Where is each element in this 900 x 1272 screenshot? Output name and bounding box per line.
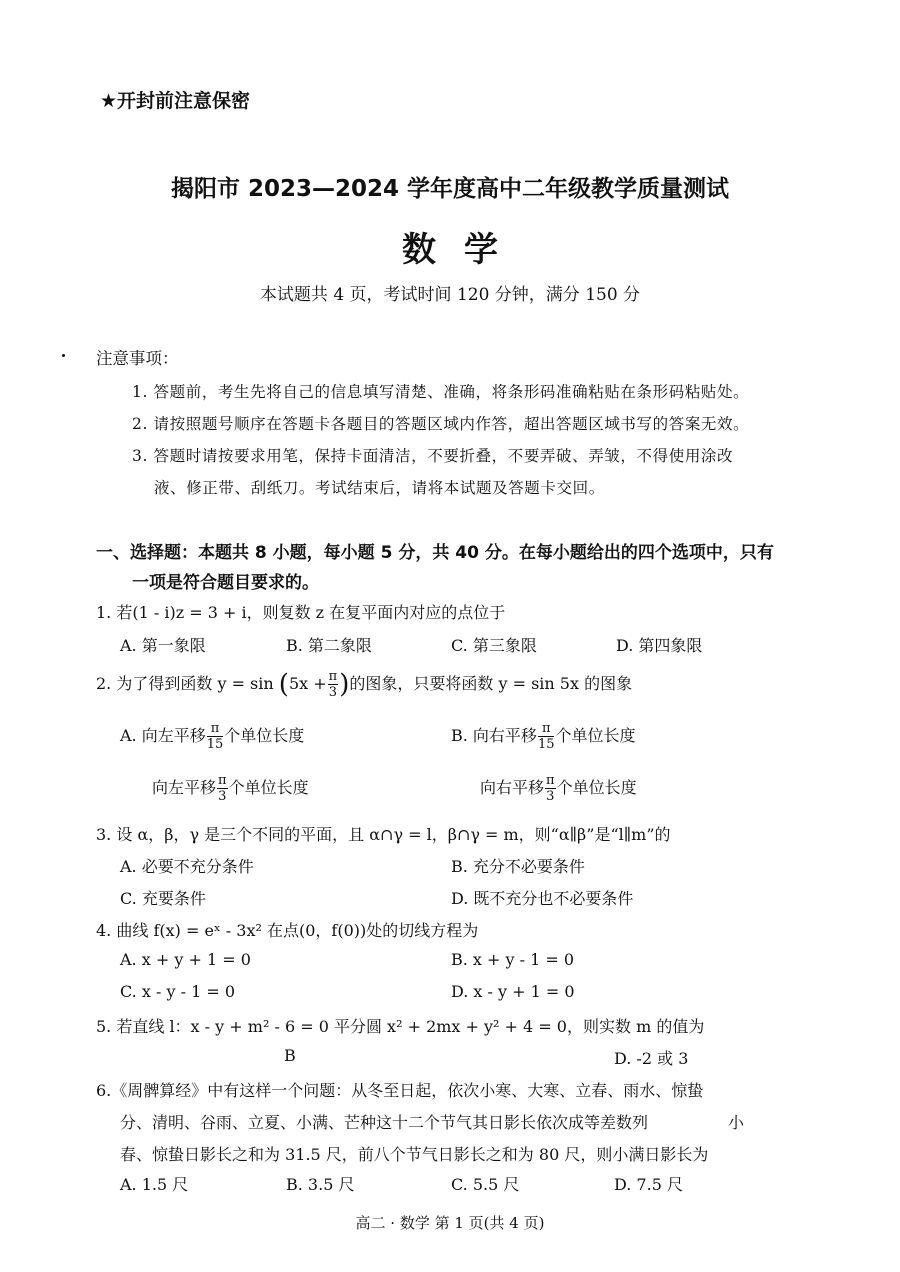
q4-option-d: D. x - y + 1 = 0 bbox=[451, 982, 575, 1001]
q2-option-b: B. 向右平移 $\frac{\pi}{15}$ 个单位长度 bbox=[451, 721, 636, 752]
notice-heading: 注意事项： bbox=[96, 349, 179, 368]
confidential-label: ★开封前注意保密 bbox=[100, 90, 251, 112]
q4-option-c: C. x - y - 1 = 0 bbox=[120, 982, 235, 1001]
q3-option-a: A. 必要不充分条件 bbox=[120, 857, 254, 876]
page-footer: 高二 · 数学 第 1 页(共 4 页) bbox=[355, 1214, 545, 1232]
section-heading-cont: 一项是符合题目要求的。 bbox=[132, 573, 319, 593]
notice-item-3-cont: 液、修正带、刮纸刀。考试结束后，请将本试题及答题卡交回。 bbox=[154, 479, 605, 497]
scan-speck bbox=[62, 354, 65, 357]
q3-option-c: C. 充要条件 bbox=[120, 889, 206, 908]
notice-item-3: 3. 答题时请按要求用笔，保持卡面清洁，不要折叠，不要弄破、弄皱，不得使用涂改 bbox=[132, 447, 734, 465]
q4-option-b: B. x + y - 1 = 0 bbox=[451, 950, 575, 969]
q2-option-d: 向右平移 $\frac{\pi}{3}$ 个单位长度 bbox=[480, 773, 637, 804]
question-4-stem: 4. 曲线 f(x) = eˣ - 3x² 在点(0，f(0))处的切线方程为 bbox=[96, 921, 479, 940]
section-heading: 一、选择题：本题共 8 小题，每小题 5 分，共 40 分。在每小题给出的四个选项中，只有 bbox=[96, 543, 774, 563]
q2-stem-fraction: $\frac{\pi}{3}$ bbox=[328, 669, 338, 700]
question-6-line-2-tail: 小 bbox=[728, 1113, 745, 1132]
q5-option-d: D. -2 或 3 bbox=[614, 1049, 689, 1068]
question-6-line-1: 6.《周髀算经》中有这样一个问题：从冬至日起，依次小寒、大寒、立春、雨水、惊蛰 bbox=[96, 1081, 704, 1100]
notice-item-1: 1. 答题前，考生先将自己的信息填写清楚、准确，将条形码准确粘贴在条形码粘贴处。 bbox=[132, 383, 750, 401]
q5-option-b: B bbox=[284, 1046, 296, 1065]
q6-option-a: A. 1.5 尺 bbox=[120, 1175, 189, 1194]
q1-option-b: B. 第二象限 bbox=[286, 636, 372, 655]
question-2-stem: 2. 为了得到函数 y = sin (5x + $\frac{\pi}{3}$ )的图象，只要将函数 y = sin 5x 的图象 bbox=[96, 669, 633, 700]
question-5-stem: 5. 若直线 l：x - y + m² - 6 = 0 平分圆 x² + 2mx + y² + 4 = 0，则实数 m 的值为 bbox=[96, 1017, 705, 1036]
notice-item-2: 2. 请按照题号顺序在答题卡各题目的答题区域内作答，超出答题区域书写的答案无效。 bbox=[132, 415, 750, 433]
q1-option-a: A. 第一象限 bbox=[120, 636, 206, 655]
q1-option-d: D. 第四象限 bbox=[616, 636, 703, 655]
q4-option-a: A. x + y + 1 = 0 bbox=[120, 950, 251, 969]
question-6-line-2: 分、清明、谷雨、立夏、小满、芒种这十二个节气其日影长依次成等差数列 bbox=[120, 1113, 649, 1132]
q3-option-d: D. 既不充分也不必要条件 bbox=[451, 889, 634, 908]
q6-option-b: B. 3.5 尺 bbox=[286, 1175, 355, 1194]
q6-option-d: D. 7.5 尺 bbox=[614, 1175, 683, 1194]
q6-option-c: C. 5.5 尺 bbox=[451, 1175, 520, 1194]
question-6-line-3: 春、惊蛰日影长之和为 31.5 尺，前八个节气日影长之和为 80 尺，则小满日影长为 bbox=[120, 1145, 709, 1164]
question-1-stem: 1. 若(1 - i)z = 3 + i，则复数 z 在复平面内对应的点位于 bbox=[96, 603, 506, 622]
question-3-stem: 3. 设 α，β，γ 是三个不同的平面，且 α∩γ = l，β∩γ = m，则“α∥β”是“l∥m”的 bbox=[96, 825, 671, 844]
q1-option-c: C. 第三象限 bbox=[451, 636, 537, 655]
exam-title: 揭阳市 2023—2024 学年度高中二年级教学质量测试 bbox=[170, 176, 730, 202]
exam-info: 本试题共 4 页，考试时间 120 分钟，满分 150 分 bbox=[259, 285, 641, 305]
q3-option-b: B. 充分不必要条件 bbox=[451, 857, 585, 876]
q2-option-a: A. 向左平移 $\frac{\pi}{15}$ 个单位长度 bbox=[120, 721, 305, 752]
subject-title: 数学 bbox=[402, 230, 526, 270]
q2-option-c: 向左平移 $\frac{\pi}{3}$ 个单位长度 bbox=[152, 773, 309, 804]
